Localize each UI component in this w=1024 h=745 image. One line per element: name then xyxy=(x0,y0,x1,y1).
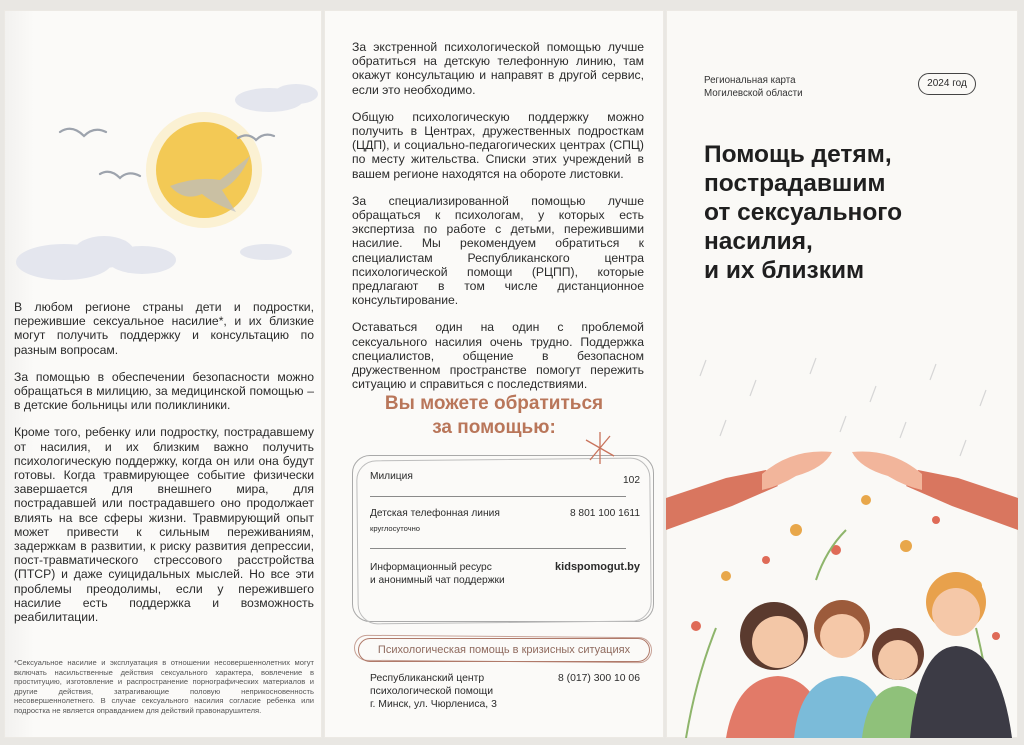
center-contact xyxy=(370,672,640,711)
footnote: *Сексуальное насилие и эксплуатация в отношении несовершеннолетних могут включать насильственные действия сексуального характера, вовлечение в проституцию, изготовление и распространение порнографических материалов и другие действия, затрагивающие половую неприкосновенность несовершеннолетнего. В случае сексуального насилия согласие ребенка или подростка не является оправданием для действий правонарушителя. xyxy=(14,658,314,715)
star-doodle-icon xyxy=(582,430,618,466)
divider xyxy=(370,548,626,549)
title-line-4: насилия, xyxy=(704,228,813,255)
left-body xyxy=(14,300,314,637)
crisis-title: Психологическая помощь в кризисных ситуациях xyxy=(358,638,650,662)
middle-paragraph-2: Общую психологическую поддержку можно получить в Центрах, дружественных подросткам (ЦДП), и социально-педагогических центрах (СПЦ) по месту жительства. Списки этих учреждений в вашем регионе находятся на обороте листовки. xyxy=(352,109,644,181)
region-line-1: Региональная карта xyxy=(704,75,796,86)
hotline-label-text: Детская телефонная линия xyxy=(370,508,500,519)
title-line-3: от сексуального xyxy=(704,199,903,226)
left-paragraph-1: В любом регионе страны дети и подростки, пережившие сексуальное насилие*, и их близкие могут получить поддержку и консультацию по разным вопросам. xyxy=(14,300,314,357)
middle-paragraph-3: За специализированной помощью лучше обращаться к психологам, у которых есть экспертиза по работе с детьми, пережившими насилие. Мы рекомендуем обратиться к специалистам Республиканского центра психологической помощи (РЦПП), которые предлагают в том числе дистанционное консультирование. xyxy=(352,193,644,308)
contact-resource xyxy=(370,561,640,591)
center-line-2: психологической помощи xyxy=(370,686,494,697)
left-paragraph-3: Кроме того, ребенку или подростку, пострадавшему от насилия, и их близким важно получить психологическую поддержку, когда он или она будут готовы. Когда травмирующее событие физически завершается для внешнего мира, для пострадавшей или пострадавшего оно продолжает влиять на все сферы жизни. Травмирующий опыт может привести к сильным переживаниям, задержкам в развитии, к риску развития депрессии, пост-травматического стрессового расстройства (ПТСР) и даже суицидальных мыслей. Но все эти проблемы преодолимы, если у пережившего насилие есть поддержка и возможность реабилитации. xyxy=(14,425,314,625)
year-badge: 2024 год xyxy=(918,73,976,95)
cta-line-2: за помощью: xyxy=(432,417,556,438)
right-panel xyxy=(666,10,1018,738)
middle-panel xyxy=(324,10,664,738)
resource-label-line1: Информационный ресурс xyxy=(370,562,492,573)
contact-resource-label xyxy=(370,561,505,587)
contact-police-label: Милиция xyxy=(370,471,413,482)
contact-hotline-label xyxy=(370,507,500,535)
family-illustration xyxy=(666,350,1018,738)
title-line-1: Помощь детям, xyxy=(704,141,892,168)
left-panel xyxy=(4,10,322,738)
resource-label-line2: и анонимный чат поддержки xyxy=(370,575,505,586)
middle-paragraph-1: За экстренной психологической помощью лучше обратиться на детскую телефонную линию, там окажут консультацию и направят в другой сервис, если это необходимо. xyxy=(352,40,644,97)
left-paragraph-2: За помощью в обеспечении безопасности можно обращаться в милицию, за медицинской помощью – в детские больницы или поликлиники. xyxy=(14,369,314,413)
title-line-2: пострадавшим xyxy=(704,170,886,197)
contact-hotline xyxy=(370,507,640,537)
center-line-3: г. Минск, ул. Чюрлениса, 3 xyxy=(370,699,497,710)
middle-paragraph-4: Оставаться один на один с проблемой сексуального насилия очень трудно. Поддержка специалистов, общение в безопасном дружественном пространстве помогут пережить ситуацию и справиться с последствиями. xyxy=(352,320,644,392)
contact-hotline-value: 8 801 100 1611 xyxy=(569,508,640,519)
region-line-2: Могилевской области xyxy=(704,88,803,99)
center-line-1: Республиканский центр xyxy=(370,673,485,684)
contact-police-value: 102 xyxy=(623,475,640,486)
divider xyxy=(370,496,626,497)
center-phone: 8 (017) 300 10 06 xyxy=(557,673,640,684)
cta-line-1: Вы можете обратиться xyxy=(384,393,604,414)
sun-birds-illustration xyxy=(4,10,322,290)
region-label xyxy=(704,74,803,100)
contact-resource-link[interactable]: kidspomogut.by xyxy=(555,561,640,573)
page-title xyxy=(704,140,1004,285)
hotline-sub: круглосуточно xyxy=(370,524,421,533)
middle-body xyxy=(352,40,644,404)
title-line-5: и их близким xyxy=(704,257,865,284)
